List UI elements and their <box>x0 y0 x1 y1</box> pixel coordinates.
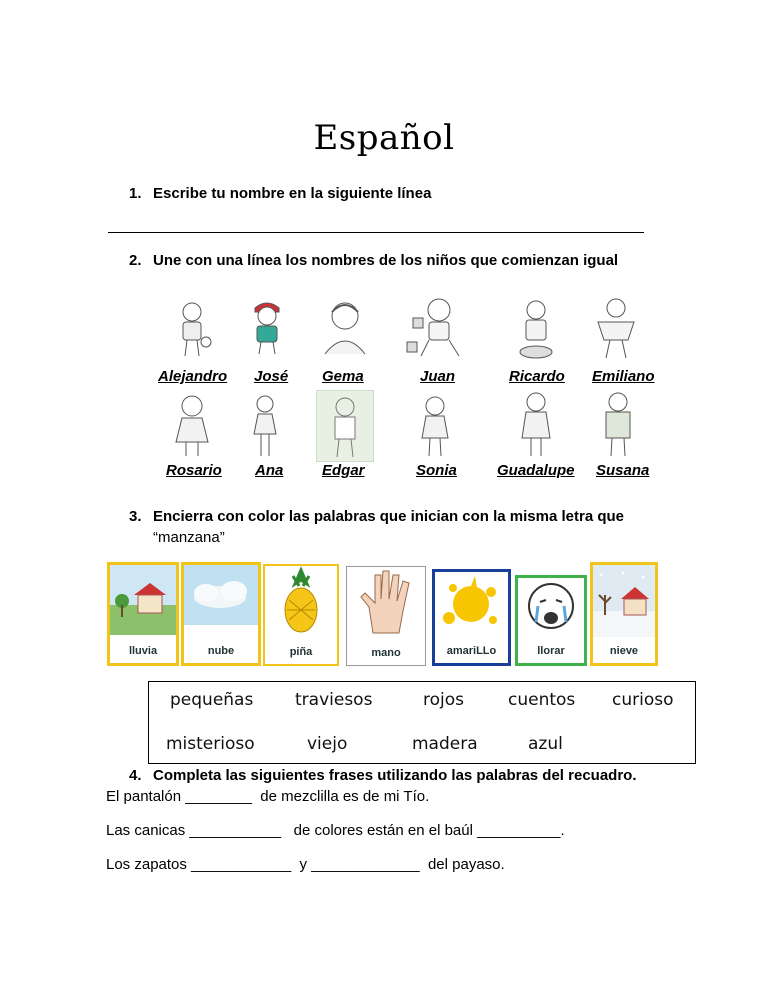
name-emiliano: Emiliano <box>592 368 655 385</box>
card-label: piña <box>289 646 313 658</box>
card-label: nube <box>207 645 235 657</box>
name-gema: Gema <box>322 368 364 385</box>
child-illustration <box>245 298 289 356</box>
card-nube[interactable] <box>181 562 261 666</box>
child-illustration <box>315 298 375 356</box>
name-susana: Susana <box>596 462 650 479</box>
question-3-text: Encierra con color las palabras que inician con la misma letra que <box>153 508 625 525</box>
name-ana: Ana <box>255 462 284 479</box>
name-sonia: Sonia <box>416 462 457 479</box>
question-3-number: 3. <box>129 508 142 525</box>
card-pina[interactable] <box>263 564 339 666</box>
word-curioso[interactable]: curioso <box>612 690 674 710</box>
card-label: amariLLo <box>446 645 497 657</box>
name-edgar: Edgar <box>322 462 365 479</box>
question-2-text: Une con una línea los nombres de los niños que comienzan igual <box>153 252 619 269</box>
child-illustration <box>512 298 562 360</box>
child-illustration <box>316 390 374 462</box>
question-3 <box>129 508 624 525</box>
word-azul[interactable]: azul <box>528 734 563 754</box>
child-illustration <box>592 296 640 362</box>
card-llorar[interactable] <box>515 575 587 666</box>
name-alejandro: Alejandro <box>158 368 228 385</box>
child-illustration <box>414 394 456 458</box>
snow-house-icon <box>593 565 655 637</box>
child-illustration <box>516 390 556 458</box>
crying-face-icon <box>518 578 584 638</box>
question-4-text: Completa las siguientes frases utilizando las palabras del recuadro. <box>153 767 637 784</box>
card-label: llorar <box>537 645 565 657</box>
word-pequenas[interactable]: pequeñas <box>170 690 254 710</box>
child-illustration <box>170 300 214 358</box>
name-guadalupe: Guadalupe <box>497 462 575 479</box>
pineapple-icon <box>265 566 337 636</box>
page-title: Español <box>313 118 455 158</box>
question-3-word: “manzana” <box>153 529 225 546</box>
child-illustration <box>598 390 638 458</box>
card-lluvia[interactable] <box>107 562 179 666</box>
card-amarillo[interactable] <box>432 569 511 666</box>
child-figure-icon <box>317 391 373 461</box>
question-2-number: 2. <box>129 252 142 269</box>
child-illustration <box>168 392 216 458</box>
name-rosario: Rosario <box>166 462 222 479</box>
question-2 <box>129 252 618 269</box>
name-answer-line[interactable] <box>108 232 644 233</box>
card-mano[interactable] <box>346 566 426 666</box>
sentence-2[interactable]: Las canicas ___________ de colores están en el baúl __________. <box>106 822 565 839</box>
sentence-3[interactable]: Los zapatos ____________ y _____________ del payaso. <box>106 856 505 873</box>
card-label: nieve <box>609 645 639 657</box>
child-illustration <box>250 394 280 458</box>
word-cuentos[interactable]: cuentos <box>508 690 576 710</box>
question-4-number: 4. <box>129 767 142 784</box>
name-ricardo: Ricardo <box>509 368 565 385</box>
word-rojos[interactable]: rojos <box>423 690 464 710</box>
rain-house-icon <box>110 565 176 635</box>
card-label: mano <box>371 647 401 659</box>
yellow-splat-icon <box>435 572 508 638</box>
card-label: lluvia <box>128 645 158 657</box>
child-illustration <box>405 296 467 362</box>
question-1-number: 1. <box>129 185 142 202</box>
question-1-text: Escribe tu nombre en la siguiente línea <box>153 185 432 202</box>
name-jose: José <box>254 368 289 385</box>
question-1 <box>129 185 431 202</box>
name-juan: Juan <box>420 368 456 385</box>
cloud-icon <box>184 565 258 635</box>
question-4 <box>129 767 637 784</box>
word-viejo[interactable]: viejo <box>307 734 348 754</box>
sentence-1[interactable]: El pantalón ________ de mezclilla es de mi Tío. <box>106 788 430 805</box>
card-nieve[interactable] <box>590 562 658 666</box>
word-misterioso[interactable]: misterioso <box>166 734 255 754</box>
word-traviesos[interactable]: traviesos <box>295 690 373 710</box>
word-madera[interactable]: madera <box>412 734 478 754</box>
hand-icon <box>347 567 425 639</box>
